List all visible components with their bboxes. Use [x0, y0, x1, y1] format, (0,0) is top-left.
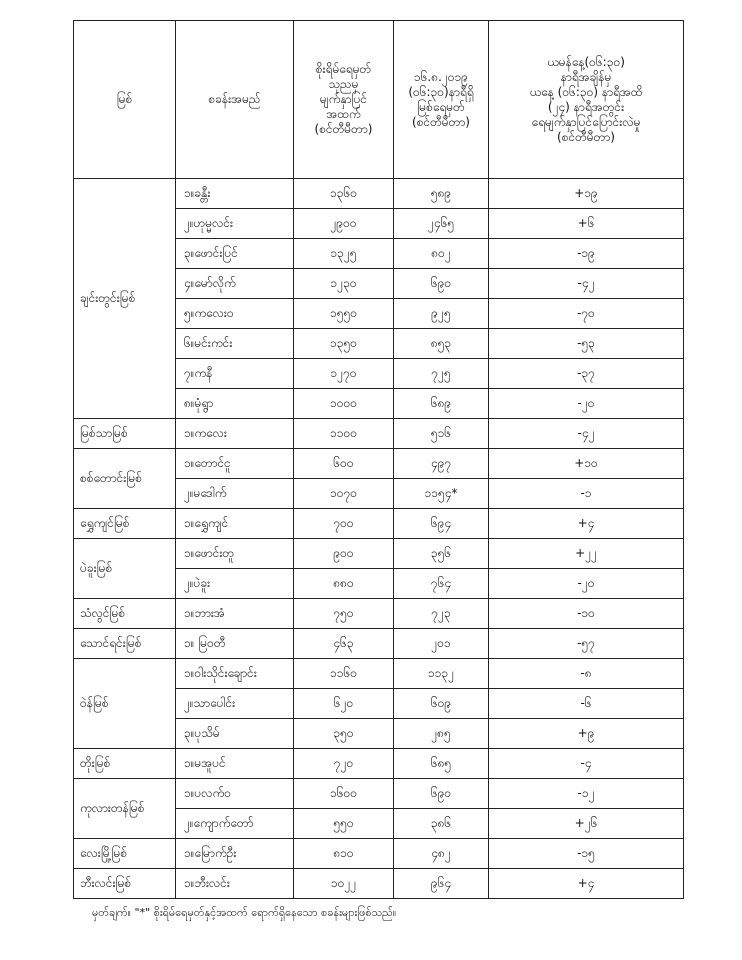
header-danger-line: (စင်တီမီတာ): [314, 122, 373, 136]
current-level-value: ၅၈၉: [394, 179, 489, 209]
table-row: [74, 599, 684, 629]
danger-level-value: ၃၅၀: [294, 719, 394, 749]
river-name: ပဲခူးမြစ်: [74, 539, 176, 599]
current-level-value: ၇၂၅: [394, 359, 489, 389]
station-name: ၅။ကလေး၀: [176, 299, 294, 329]
station-name: ၆။မင်းကင်း: [176, 329, 294, 359]
table-row: [74, 869, 684, 899]
station-name: ၂။ပဲခူး: [176, 569, 294, 599]
danger-level-value: ၄၆၃: [294, 629, 394, 659]
table-row: [74, 659, 684, 689]
current-level-value: ၄၉၇: [394, 449, 489, 479]
header-change-line: ယနေ့ (၀၆:၃၀) နာရီအထိ: [529, 84, 643, 99]
current-level-value: ၉၆၄: [394, 869, 489, 899]
level-change-value: -၂၀: [489, 389, 684, 419]
level-change-value: +၉: [489, 719, 684, 749]
current-level-value: ၈၅၃: [394, 329, 489, 359]
table-row: [74, 419, 684, 449]
danger-level-value: ၂၉၀၀: [294, 209, 394, 239]
current-level-value: ၃၅၆: [394, 539, 489, 569]
station-name: ၁။ဘီးလင်း: [176, 869, 294, 899]
current-level-value: ၁၁၃၂: [394, 659, 489, 689]
table-row: [74, 629, 684, 659]
header-change-line: ရေမျက်နှာပြင်ပြောင်းလဲမှု: [531, 114, 641, 129]
current-level-value: ၃၈၆: [394, 809, 489, 839]
river-name: ချင်းတွင်းမြစ်: [74, 179, 176, 419]
header-station: စခန်းအမည်: [176, 21, 294, 179]
station-name: ၁။ဝါးသိုင်းချောင်း: [176, 659, 294, 689]
level-change-value: -၅၃: [489, 329, 684, 359]
river-name: ရွှေကျင်မြစ်: [74, 509, 176, 539]
level-change-value: -၂၀: [489, 569, 684, 599]
danger-level-value: ၇၀၀: [294, 509, 394, 539]
current-level-value: ၉၂၅: [394, 299, 489, 329]
danger-level-value: ၁၅၅၀: [294, 299, 394, 329]
river-name: ဘီးလင်းမြစ်: [74, 869, 176, 899]
header-danger-line: မျက်နှာပြင်: [319, 92, 368, 106]
danger-level-value: ၁၃၂၅: [294, 239, 394, 269]
level-change-value: -၁: [489, 479, 684, 509]
table-row: [74, 509, 684, 539]
current-level-value: ၇၆၄: [394, 569, 489, 599]
level-change-value: -၈: [489, 659, 684, 689]
river-name: စစ်တောင်းမြစ်: [74, 449, 176, 509]
level-change-value: -၄၂: [489, 269, 684, 299]
table-row: [74, 749, 684, 779]
danger-level-value: ၁၂၇၀: [294, 359, 394, 389]
river-name: သံလွင်မြစ်: [74, 599, 176, 629]
danger-level-value: ၇၅၀: [294, 599, 394, 629]
station-name: ၃။ဖောင်းပြင်: [176, 239, 294, 269]
station-name: ၂။ကျောက်တော်: [176, 809, 294, 839]
header-danger-line: စိုးရိမ်ရေမှတ်: [315, 62, 372, 76]
current-level-value: ၆၉၀: [394, 269, 489, 299]
station-name: ၃။ပုသိမ်: [176, 719, 294, 749]
danger-level-value: ၇၂၀: [294, 749, 394, 779]
level-change-value: +၄: [489, 509, 684, 539]
station-name: ၁။ဘားအံ: [176, 599, 294, 629]
river-name: သောင်ရင်းမြစ်: [74, 629, 176, 659]
header-danger-level: [294, 21, 394, 179]
station-name: ၁။မြောက်ဦး: [176, 839, 294, 869]
current-level-value: ၁၁၅၄*: [394, 479, 489, 509]
header-danger-line: အထက်: [326, 107, 361, 121]
station-name: ၁။ မြ၀တီ: [176, 629, 294, 659]
station-name: ၁။ရွှေကျင်: [176, 509, 294, 539]
level-change-value: -၇၀: [489, 299, 684, 329]
level-change-value: +၆: [489, 209, 684, 239]
table-body: [74, 179, 684, 899]
danger-level-value: ၁၂၃၀: [294, 269, 394, 299]
header-change-line: ယမန်နေ့(၀၆:၃၀): [547, 54, 625, 69]
level-change-value: -၃၇: [489, 359, 684, 389]
header-change: [489, 21, 684, 179]
danger-level-value: ၆၂၀: [294, 689, 394, 719]
table-row: [74, 779, 684, 809]
current-level-value: ၂၈၅: [394, 719, 489, 749]
danger-level-value: ၉၀၀: [294, 539, 394, 569]
header-danger-line: သုညမှ: [328, 77, 359, 91]
table-row: [74, 839, 684, 869]
current-level-value: ၂၀၁: [394, 629, 489, 659]
danger-level-value: ၁၀၀၀: [294, 389, 394, 419]
header-change-line: (၂၄) နာရီအတွင်း: [547, 99, 625, 114]
current-level-value: ၄၈၂: [394, 839, 489, 869]
current-level-value: ၆၀၉: [394, 689, 489, 719]
danger-level-value: ၁၃၆၀: [294, 179, 394, 209]
table-row: [74, 179, 684, 209]
header-current-line: (၀၆:၃၀)နာရီရှိ: [408, 84, 474, 99]
danger-level-value: ၁၀၂၂: [294, 869, 394, 899]
current-level-value: ၂၄၆၅: [394, 209, 489, 239]
level-change-value: +၂၂: [489, 539, 684, 569]
header-river: မြစ်: [74, 21, 176, 179]
level-change-value: +၄: [489, 869, 684, 899]
river-name: တိုးမြစ်: [74, 749, 176, 779]
river-name: ဝဲန်မြစ်: [74, 659, 176, 749]
water-level-table: [73, 20, 684, 899]
danger-level-value: ၆၀၀: [294, 449, 394, 479]
header-current-line: (စင်တီမီတာ): [412, 114, 470, 129]
station-name: ၁။ပလက်၀: [176, 779, 294, 809]
table-row: [74, 539, 684, 569]
level-change-value: +၂၆: [489, 809, 684, 839]
station-name: ၄။မော်လိုက်: [176, 269, 294, 299]
station-name: ၈။မုံရွာ: [176, 389, 294, 419]
danger-level-value: ၈၈၀: [294, 569, 394, 599]
level-change-value: +၁၀: [489, 449, 684, 479]
river-name: လေးမြို့မြစ်: [74, 839, 176, 869]
level-change-value: +၁၉: [489, 179, 684, 209]
danger-level-value: ၈၁၀: [294, 839, 394, 869]
level-change-value: -၁၂: [489, 779, 684, 809]
danger-level-value: ၁၁၆၀: [294, 659, 394, 689]
station-name: ၂။ဟုမ္မလင်း: [176, 209, 294, 239]
header-row: [74, 21, 684, 179]
current-level-value: ၇၂၃: [394, 599, 489, 629]
station-name: ၁။မအူပင်: [176, 749, 294, 779]
current-level-value: ၅၁၆: [394, 419, 489, 449]
level-change-value: -၁၅: [489, 839, 684, 869]
river-name: ကုလားတန်မြစ်: [74, 779, 176, 839]
danger-level-value: ၁၃၅၀: [294, 329, 394, 359]
station-name: ၁။ဖောင်းတူ: [176, 539, 294, 569]
current-level-value: ၆၈၉: [394, 389, 489, 419]
danger-level-value: ၁၆၀၀: [294, 779, 394, 809]
header-change-line: (စင်တီမီတာ): [557, 129, 615, 144]
danger-level-value: ၁၁၀၀: [294, 419, 394, 449]
level-change-value: -၄: [489, 749, 684, 779]
table-row: [74, 449, 684, 479]
river-name: မြစ်သာမြစ်: [74, 419, 176, 449]
danger-level-value: ၁၀၇၀: [294, 479, 394, 509]
level-change-value: -၆: [489, 689, 684, 719]
level-change-value: -၅၇: [489, 629, 684, 659]
level-change-value: -၁၉: [489, 239, 684, 269]
current-level-value: ၆၈၅: [394, 749, 489, 779]
level-change-value: -၁၀: [489, 599, 684, 629]
station-name: ၂။သာပေါင်း: [176, 689, 294, 719]
station-name: ၁။တောင်ငူ: [176, 449, 294, 479]
station-name: ၁။ခန္တီး: [176, 179, 294, 209]
current-level-value: ၆၉၄: [394, 509, 489, 539]
footnote: မှတ်ချက်။ "*" စိုးရိမ်ရေမှတ်နှင့်အထက် ရောက်ရှိနေသော စခန်းများဖြစ်သည်။: [92, 906, 397, 919]
danger-level-value: ၅၅၀: [294, 809, 394, 839]
current-level-value: ၈၀၂: [394, 239, 489, 269]
station-name: ၇။ကနီ: [176, 359, 294, 389]
header-change-line: နာရီအချိန်မှ: [560, 69, 612, 84]
current-level-value: ၆၉၀: [394, 779, 489, 809]
level-change-value: -၄၂: [489, 419, 684, 449]
header-current-level: [394, 21, 489, 179]
header-current-line: ၁၆.၈.၂၀၁၉: [413, 69, 469, 84]
station-name: ၂။မဒေါက်: [176, 479, 294, 509]
header-current-line: မြစ်ရေမှတ်: [417, 99, 465, 114]
station-name: ၁။ကလေး: [176, 419, 294, 449]
